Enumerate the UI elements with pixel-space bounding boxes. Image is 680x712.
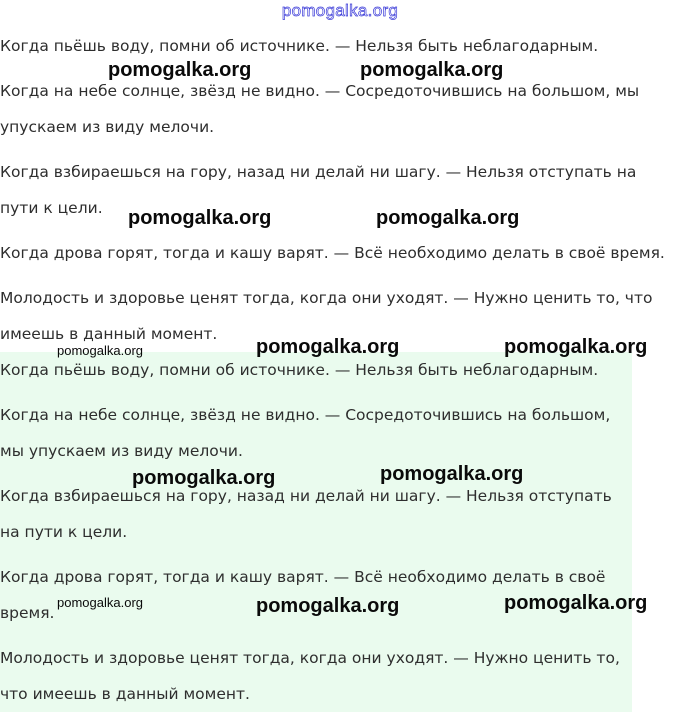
watermark: pomogalka.org bbox=[57, 595, 143, 610]
watermark: pomogalka.org bbox=[380, 463, 524, 485]
watermark: pomogalka.org bbox=[504, 336, 648, 358]
proverb-line: мы упускаем из виду мелочи. bbox=[0, 442, 243, 460]
proverb-line: Когда на небе солнце, звёзд не видно. — Сосредоточившись на большом, bbox=[0, 406, 611, 424]
proverb-line: Когда пьёшь воду, помни об источнике. — Нельзя быть неблагодарным. bbox=[0, 37, 599, 55]
watermark: pomogalka.org bbox=[132, 467, 276, 489]
proverb-line: имеешь в данный момент. bbox=[0, 325, 218, 343]
watermark: pomogalka.org bbox=[256, 336, 400, 358]
watermark: pomogalka.org bbox=[504, 592, 648, 614]
proverb-line: Когда пьёшь воду, помни об источнике. — Нельзя быть неблагодарным. bbox=[0, 361, 599, 379]
proverb-line: Когда взбираешься на гору, назад ни делай ни шагу. — Нельзя отступать bbox=[0, 487, 612, 505]
watermark: pomogalka.org bbox=[360, 59, 504, 81]
proverb-line: Молодость и здоровье ценят тогда, когда они уходят. — Нужно ценить то, bbox=[0, 649, 620, 667]
proverb-line: на пути к цели. bbox=[0, 523, 128, 541]
site-header-logo: pomogalka.org bbox=[281, 1, 399, 20]
proverb-line: что имеешь в данный момент. bbox=[0, 685, 250, 703]
proverb-line: Когда на небе солнце, звёзд не видно. — Сосредоточившись на большом, мы bbox=[0, 82, 640, 100]
watermark: pomogalka.org bbox=[57, 343, 143, 358]
watermark: pomogalka.org bbox=[376, 207, 520, 229]
proverb-line: упускаем из виду мелочи. bbox=[0, 118, 215, 136]
watermark: pomogalka.org bbox=[256, 595, 400, 617]
proverb-line: Когда взбираешься на гору, назад ни делай ни шагу. — Нельзя отступать на bbox=[0, 163, 637, 181]
proverb-line: пути к цели. bbox=[0, 199, 103, 217]
proverb-line: Молодость и здоровье ценят тогда, когда они уходят. — Нужно ценить то, что bbox=[0, 289, 653, 307]
proverb-line: Когда дрова горят, тогда и кашу варят. — Всё необходимо делать в своё время. bbox=[0, 244, 665, 262]
proverb-line: Когда дрова горят, тогда и кашу варят. — Всё необходимо делать в своё bbox=[0, 568, 606, 586]
watermark: pomogalka.org bbox=[108, 59, 252, 81]
watermark: pomogalka.org bbox=[128, 207, 272, 229]
proverb-line: время. bbox=[0, 604, 55, 622]
